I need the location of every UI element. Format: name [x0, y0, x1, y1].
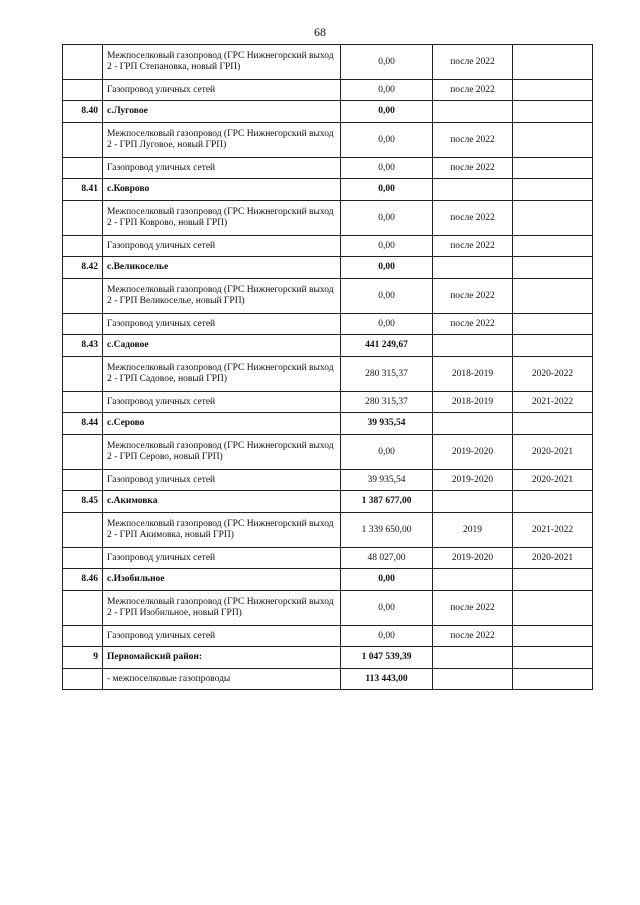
section-row: [63, 569, 593, 591]
period-construction: 2020-2022: [513, 357, 593, 392]
table-row: [63, 626, 593, 647]
period-construction: [513, 569, 593, 591]
period-design: [433, 101, 513, 123]
object-name: Газопровод уличных сетей: [103, 548, 341, 569]
table-row: [63, 80, 593, 101]
table-row: [63, 201, 593, 236]
object-name: Межпоселковый газопровод (ГРС Нижнегорский выход 2 - ГРП Луговое, новый ГРП): [103, 123, 341, 158]
row-number: [63, 201, 103, 236]
period-design: после 2022: [433, 45, 513, 80]
row-number: 8.41: [63, 179, 103, 201]
period-design: после 2022: [433, 591, 513, 626]
row-number: [63, 236, 103, 257]
cost-amount: 0,00: [341, 279, 433, 314]
table-row: [63, 669, 593, 690]
row-number: [63, 626, 103, 647]
period-design: после 2022: [433, 279, 513, 314]
table-row: [63, 392, 593, 413]
period-design: 2018-2019: [433, 357, 513, 392]
period-design: 2018-2019: [433, 392, 513, 413]
cost-amount: 0,00: [341, 591, 433, 626]
period-construction: [513, 279, 593, 314]
period-design: [433, 335, 513, 357]
row-number: [63, 470, 103, 491]
object-name: с.Великоселье: [103, 257, 341, 279]
period-construction: 2021-2022: [513, 392, 593, 413]
row-number: [63, 123, 103, 158]
table-row: [63, 123, 593, 158]
row-number: [63, 80, 103, 101]
period-construction: [513, 626, 593, 647]
row-number: 8.46: [63, 569, 103, 591]
cost-amount: 113 443,00: [341, 669, 433, 690]
period-construction: 2020-2021: [513, 470, 593, 491]
object-name: Межпоселковый газопровод (ГРС Нижнегорский выход 2 - ГРП Великоселье, новый ГРП): [103, 279, 341, 314]
object-name: с.Изобильное: [103, 569, 341, 591]
row-number: 8.44: [63, 413, 103, 435]
period-design: после 2022: [433, 201, 513, 236]
cost-amount: 280 315,37: [341, 392, 433, 413]
period-construction: [513, 101, 593, 123]
section-row: [63, 491, 593, 513]
cost-amount: 39 935,54: [341, 470, 433, 491]
row-number: [63, 435, 103, 470]
cost-amount: 280 315,37: [341, 357, 433, 392]
table-row: [63, 357, 593, 392]
table-row: [63, 591, 593, 626]
row-number: [63, 45, 103, 80]
object-name: Газопровод уличных сетей: [103, 314, 341, 335]
period-construction: 2021-2022: [513, 513, 593, 548]
object-name: с.Серово: [103, 413, 341, 435]
row-number: [63, 513, 103, 548]
cost-amount: 1 339 650,00: [341, 513, 433, 548]
row-number: [63, 392, 103, 413]
table-row: [63, 435, 593, 470]
object-name: Межпоселковый газопровод (ГРС Нижнегорский выход 2 - ГРП Степановка, новый ГРП): [103, 45, 341, 80]
object-name: Межпоселковый газопровод (ГРС Нижнегорский выход 2 - ГРП Коврово, новый ГРП): [103, 201, 341, 236]
period-design: [433, 413, 513, 435]
period-design: [433, 491, 513, 513]
object-name: Газопровод уличных сетей: [103, 392, 341, 413]
cost-amount: 0,00: [341, 101, 433, 123]
object-name: Межпоселковый газопровод (ГРС Нижнегорский выход 2 - ГРП Акимовка, новый ГРП): [103, 513, 341, 548]
row-number: [63, 158, 103, 179]
period-design: [433, 647, 513, 669]
page-number: 68: [314, 25, 326, 39]
row-number: 8.42: [63, 257, 103, 279]
period-construction: [513, 669, 593, 690]
row-number: [63, 669, 103, 690]
object-name: - межпоселковые газопроводы: [103, 669, 341, 690]
cost-amount: 0,00: [341, 45, 433, 80]
cost-amount: 48 027,00: [341, 548, 433, 569]
section-row: [63, 257, 593, 279]
cost-amount: 1 047 539,39: [341, 647, 433, 669]
object-name: Газопровод уличных сетей: [103, 236, 341, 257]
row-number: [63, 279, 103, 314]
period-construction: [513, 257, 593, 279]
table-row: [63, 470, 593, 491]
row-number: 9: [63, 647, 103, 669]
object-name: Межпоселковый газопровод (ГРС Нижнегорский выход 2 - ГРП Садовое, новый ГРП): [103, 357, 341, 392]
row-number: [63, 357, 103, 392]
period-design: [433, 179, 513, 201]
period-design: [433, 569, 513, 591]
table-row: [63, 279, 593, 314]
object-name: Газопровод уличных сетей: [103, 158, 341, 179]
object-name: Первомайский район:: [103, 647, 341, 669]
cost-amount: 0,00: [341, 158, 433, 179]
row-number: [63, 548, 103, 569]
cost-amount: 0,00: [341, 314, 433, 335]
object-name: с.Акимовка: [103, 491, 341, 513]
period-design: после 2022: [433, 80, 513, 101]
period-design: после 2022: [433, 314, 513, 335]
section-row: [63, 179, 593, 201]
table-row: [63, 548, 593, 569]
period-construction: [513, 45, 593, 80]
period-design: 2019-2020: [433, 548, 513, 569]
row-number: [63, 591, 103, 626]
period-construction: [513, 158, 593, 179]
period-construction: [513, 335, 593, 357]
period-design: [433, 257, 513, 279]
cost-amount: 0,00: [341, 123, 433, 158]
table-body: [63, 45, 593, 690]
cost-amount: 0,00: [341, 569, 433, 591]
cost-amount: 0,00: [341, 179, 433, 201]
period-construction: 2020-2021: [513, 548, 593, 569]
row-number: 8.43: [63, 335, 103, 357]
row-number: [63, 314, 103, 335]
object-name: с.Луговое: [103, 101, 341, 123]
period-design: 2019-2020: [433, 470, 513, 491]
period-construction: [513, 591, 593, 626]
period-construction: [513, 201, 593, 236]
period-construction: [513, 647, 593, 669]
cost-amount: 0,00: [341, 257, 433, 279]
object-name: с.Садовое: [103, 335, 341, 357]
period-design: после 2022: [433, 236, 513, 257]
table-row: [63, 45, 593, 80]
period-construction: [513, 179, 593, 201]
object-name: Газопровод уличных сетей: [103, 80, 341, 101]
period-construction: [513, 491, 593, 513]
period-construction: [513, 413, 593, 435]
cost-amount: 39 935,54: [341, 413, 433, 435]
cost-amount: 0,00: [341, 80, 433, 101]
period-construction: [513, 80, 593, 101]
period-design: после 2022: [433, 123, 513, 158]
section-row: [63, 335, 593, 357]
period-construction: 2020-2021: [513, 435, 593, 470]
period-construction: [513, 314, 593, 335]
period-design: 2019-2020: [433, 435, 513, 470]
cost-amount: 441 249,67: [341, 335, 433, 357]
section-row: [63, 413, 593, 435]
object-name: Межпоселковый газопровод (ГРС Нижнегорский выход 2 - ГРП Серово, новый ГРП): [103, 435, 341, 470]
table-row: [63, 513, 593, 548]
cost-amount: 0,00: [341, 201, 433, 236]
object-name: с.Коврово: [103, 179, 341, 201]
section-row: [63, 647, 593, 669]
period-design: 2019: [433, 513, 513, 548]
cost-amount: 0,00: [341, 236, 433, 257]
table-row: [63, 236, 593, 257]
cost-amount: 0,00: [341, 626, 433, 647]
row-number: 8.45: [63, 491, 103, 513]
period-design: [433, 669, 513, 690]
row-number: 8.40: [63, 101, 103, 123]
section-row: [63, 101, 593, 123]
period-construction: [513, 123, 593, 158]
period-design: после 2022: [433, 626, 513, 647]
object-name: Межпоселковый газопровод (ГРС Нижнегорский выход 2 - ГРП Изобильное, новый ГРП): [103, 591, 341, 626]
cost-amount: 1 387 677,00: [341, 491, 433, 513]
table-row: [63, 314, 593, 335]
period-construction: [513, 236, 593, 257]
period-design: после 2022: [433, 158, 513, 179]
gas-pipeline-table: [62, 44, 593, 690]
object-name: Газопровод уличных сетей: [103, 626, 341, 647]
cost-amount: 0,00: [341, 435, 433, 470]
object-name: Газопровод уличных сетей: [103, 470, 341, 491]
table-row: [63, 158, 593, 179]
